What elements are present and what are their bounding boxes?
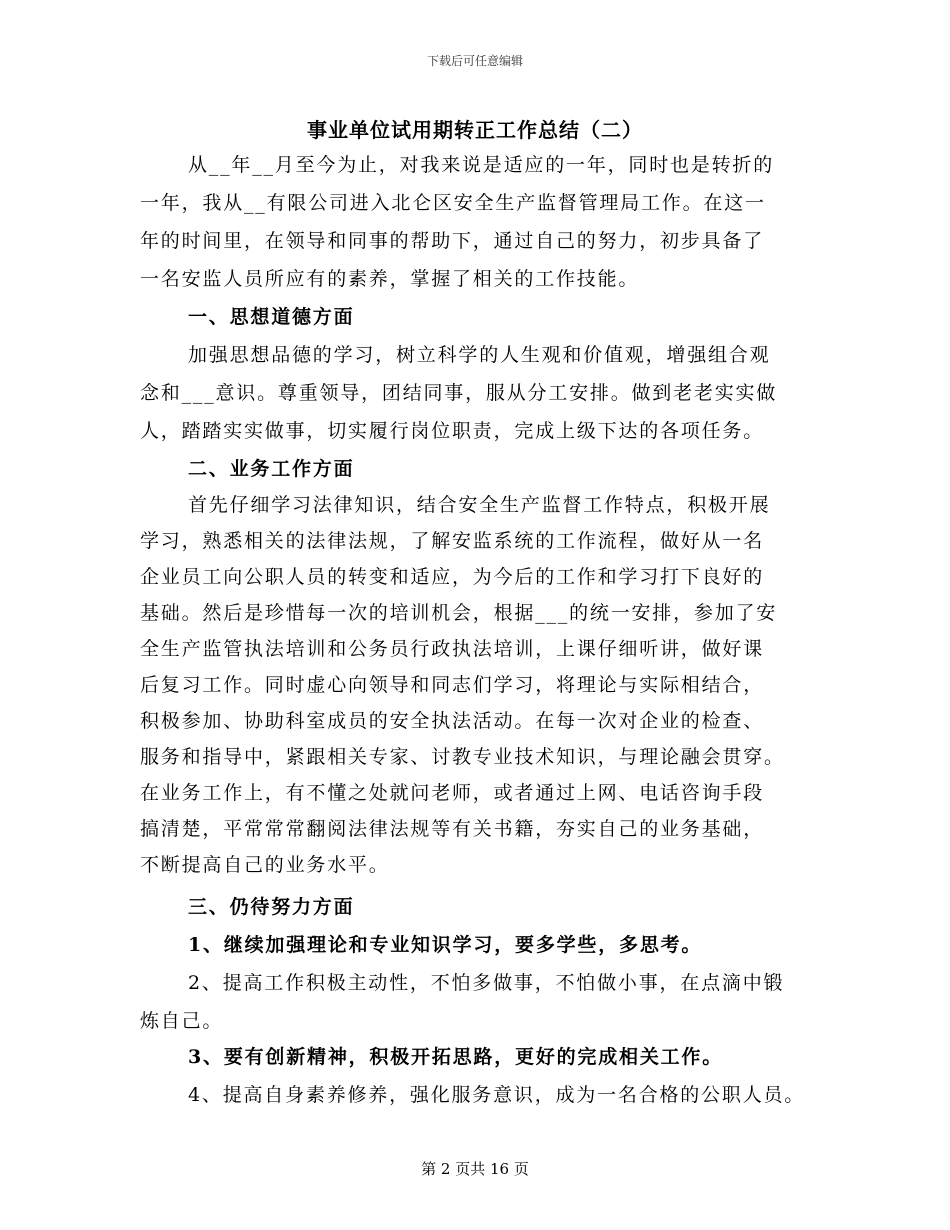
document-title: 事业单位试用期转正工作总结（二） [307,118,643,142]
paragraph-line: 基础。然后是珍惜每一次的培训机会，根据___的统一安排，参加了安 [140,602,778,624]
paragraph-line: 首先仔细学习法律知识，结合安全生产监督工作特点，积极开展 [188,494,771,516]
paragraph-line: 炼自己。 [140,1010,224,1032]
paragraph-line: 人，踏踏实实做事，切实履行岗位职责，完成上级下达的各项任务。 [140,420,765,442]
paragraph-line: 积极参加、协助科室成员的安全执法活动。在每一次对企业的检查、 [140,710,765,732]
paragraph-line: 加强思想品德的学习，树立科学的人生观和价值观，增强组合观 [188,344,771,366]
paragraph-line: 企业员工向公职人员的转变和适应，为今后的工作和学习打下良好的 [140,566,765,588]
paragraph-line: 全生产监管执法培训和公务员行政执法培训，上课仔细听讲，做好课 [140,638,765,660]
paragraph-line: 一年，我从__有限公司进入北仑区安全生产监督管理局工作。在这一 [140,192,766,214]
list-item: 3、要有创新精神，积极开拓思路，更好的完成相关工作。 [188,1046,724,1068]
paragraph-line: 搞清楚，平常常常翻阅法律法规等有关书籍，夯实自己的业务基础， [140,818,765,840]
section-heading: 三、仍待努力方面 [188,896,355,918]
paragraph-line: 一名安监人员所应有的素养，掌握了相关的工作技能。 [140,268,640,290]
list-item: 4、提高自身素养修养，强化服务意识，成为一名合格的公职人员。 [188,1084,806,1106]
paragraph-line: 学习，熟悉相关的法律法规，了解安监系统的工作流程，做好从一名 [140,530,765,552]
list-item: 1、继续加强理论和专业知识学习，要多学些，多思考。 [188,934,703,956]
section-heading: 二、业务工作方面 [188,458,355,480]
paragraph-line: 在业务工作上，有不懂之处就问老师，或者通过上网、电话咨询手段 [140,782,765,804]
section-heading: 一、思想道德方面 [188,306,355,328]
list-item: 2、提高工作积极主动性，不怕多做事，不怕做小事，在点滴中锻 [188,972,785,994]
paragraph-line: 年的时间里，在领导和同事的帮助下，通过自己的努力，初步具备了 [140,230,765,252]
paragraph-line: 从__年__月至今为止，对我来说是适应的一年，同时也是转折的 [188,154,775,176]
paragraph-line: 服务和指导中，紧跟相关专家、讨教专业技术知识，与理论融会贯穿。 [140,746,785,768]
page-header: 下载后可任意编辑 [426,54,523,68]
paragraph-line: 后复习工作。同时虚心向领导和同志们学习，将理论与实际相结合， [140,674,765,696]
paragraph-line: 念和___意识。尊重领导，团结同事，服从分工安排。做到老老实实做 [140,382,778,404]
page-footer: 第 2 页共 16 页 [421,1160,529,1178]
paragraph-line: 不断提高自己的业务水平。 [140,854,390,876]
